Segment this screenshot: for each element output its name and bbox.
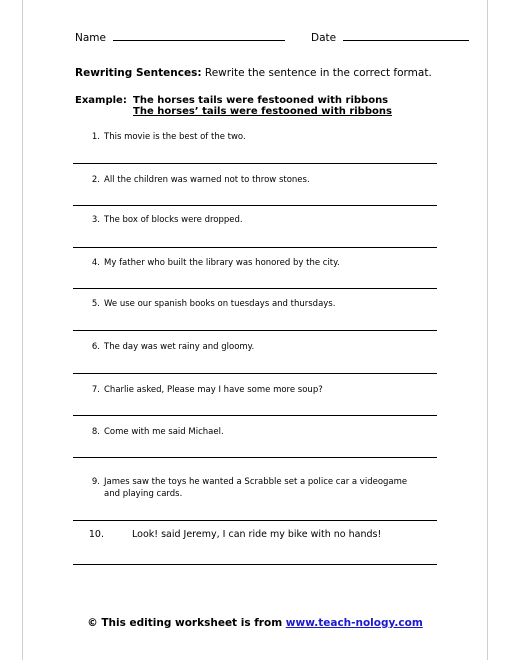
question-number: 5. [91, 299, 100, 309]
name-blank[interactable] [113, 31, 285, 41]
question-4 [86, 257, 340, 269]
question-number: 7. [91, 385, 100, 395]
question-8 [86, 426, 224, 438]
footer-link[interactable]: www.teach-nology.com [285, 617, 423, 629]
question-text: This movie is the best of the two. [104, 132, 246, 142]
instructions [75, 67, 432, 79]
answer-line-3[interactable] [73, 247, 437, 248]
question-2 [86, 174, 310, 186]
question-text: The box of blocks were dropped. [104, 215, 243, 225]
footer-text: © This editing worksheet is from [87, 617, 283, 629]
question-text: Come with me said Michael. [104, 427, 224, 437]
answer-line-1[interactable] [73, 163, 437, 164]
question-3 [86, 214, 243, 226]
answer-line-8[interactable] [73, 457, 437, 458]
name-label: Name [75, 32, 106, 44]
example-label: Example: [75, 95, 127, 106]
question-text: James saw the toys he wanted a Scrabble set a police car a videogame [104, 477, 408, 487]
question-number: 9. [91, 477, 100, 487]
question-5 [86, 298, 335, 310]
instructions-text: Rewrite the sentence in the correct format. [204, 67, 432, 79]
question-7 [86, 384, 323, 396]
example-incorrect: The horses tails were festooned with ribbons [133, 95, 389, 106]
answer-line-10[interactable] [73, 564, 437, 565]
name-field[interactable] [75, 31, 285, 44]
question-text: All the children was warned not to throw stones. [104, 175, 310, 185]
question-number: 10. [88, 529, 104, 540]
answer-line-4[interactable] [73, 288, 437, 289]
question-text: The day was wet rainy and gloomy. [104, 342, 255, 352]
question-text-continued: and playing cards. [104, 489, 183, 499]
question-number: 4. [91, 258, 100, 268]
date-field[interactable] [311, 31, 469, 44]
question-number: 3. [91, 215, 100, 225]
date-blank[interactable] [343, 31, 469, 41]
question-6 [86, 341, 254, 353]
date-label: Date [311, 32, 337, 44]
example-correct: The horses’ tails were festooned with ribbons [133, 106, 392, 117]
question-number: 6. [91, 342, 100, 352]
answer-line-2[interactable] [73, 205, 437, 206]
question-text: We use our spanish books on tuesdays and thursdays. [104, 299, 336, 309]
footer [0, 617, 510, 629]
question-number: 1. [91, 132, 100, 142]
answer-line-6[interactable] [73, 373, 437, 374]
answer-line-7[interactable] [73, 415, 437, 416]
answer-line-9[interactable] [73, 520, 437, 521]
question-number: 2. [91, 175, 100, 185]
question-text: Look! said Jeremy, I can ride my bike with no hands! [132, 529, 382, 540]
question-text: My father who built the library was honored by the city. [104, 258, 340, 268]
question-1 [86, 131, 246, 143]
answer-line-5[interactable] [73, 330, 437, 331]
instructions-title: Rewriting Sentences: [75, 67, 202, 79]
question-number: 8. [91, 427, 100, 437]
question-9 [86, 476, 407, 500]
question-10 [86, 529, 381, 541]
question-text: Charlie asked, Please may I have some more soup? [104, 385, 323, 395]
